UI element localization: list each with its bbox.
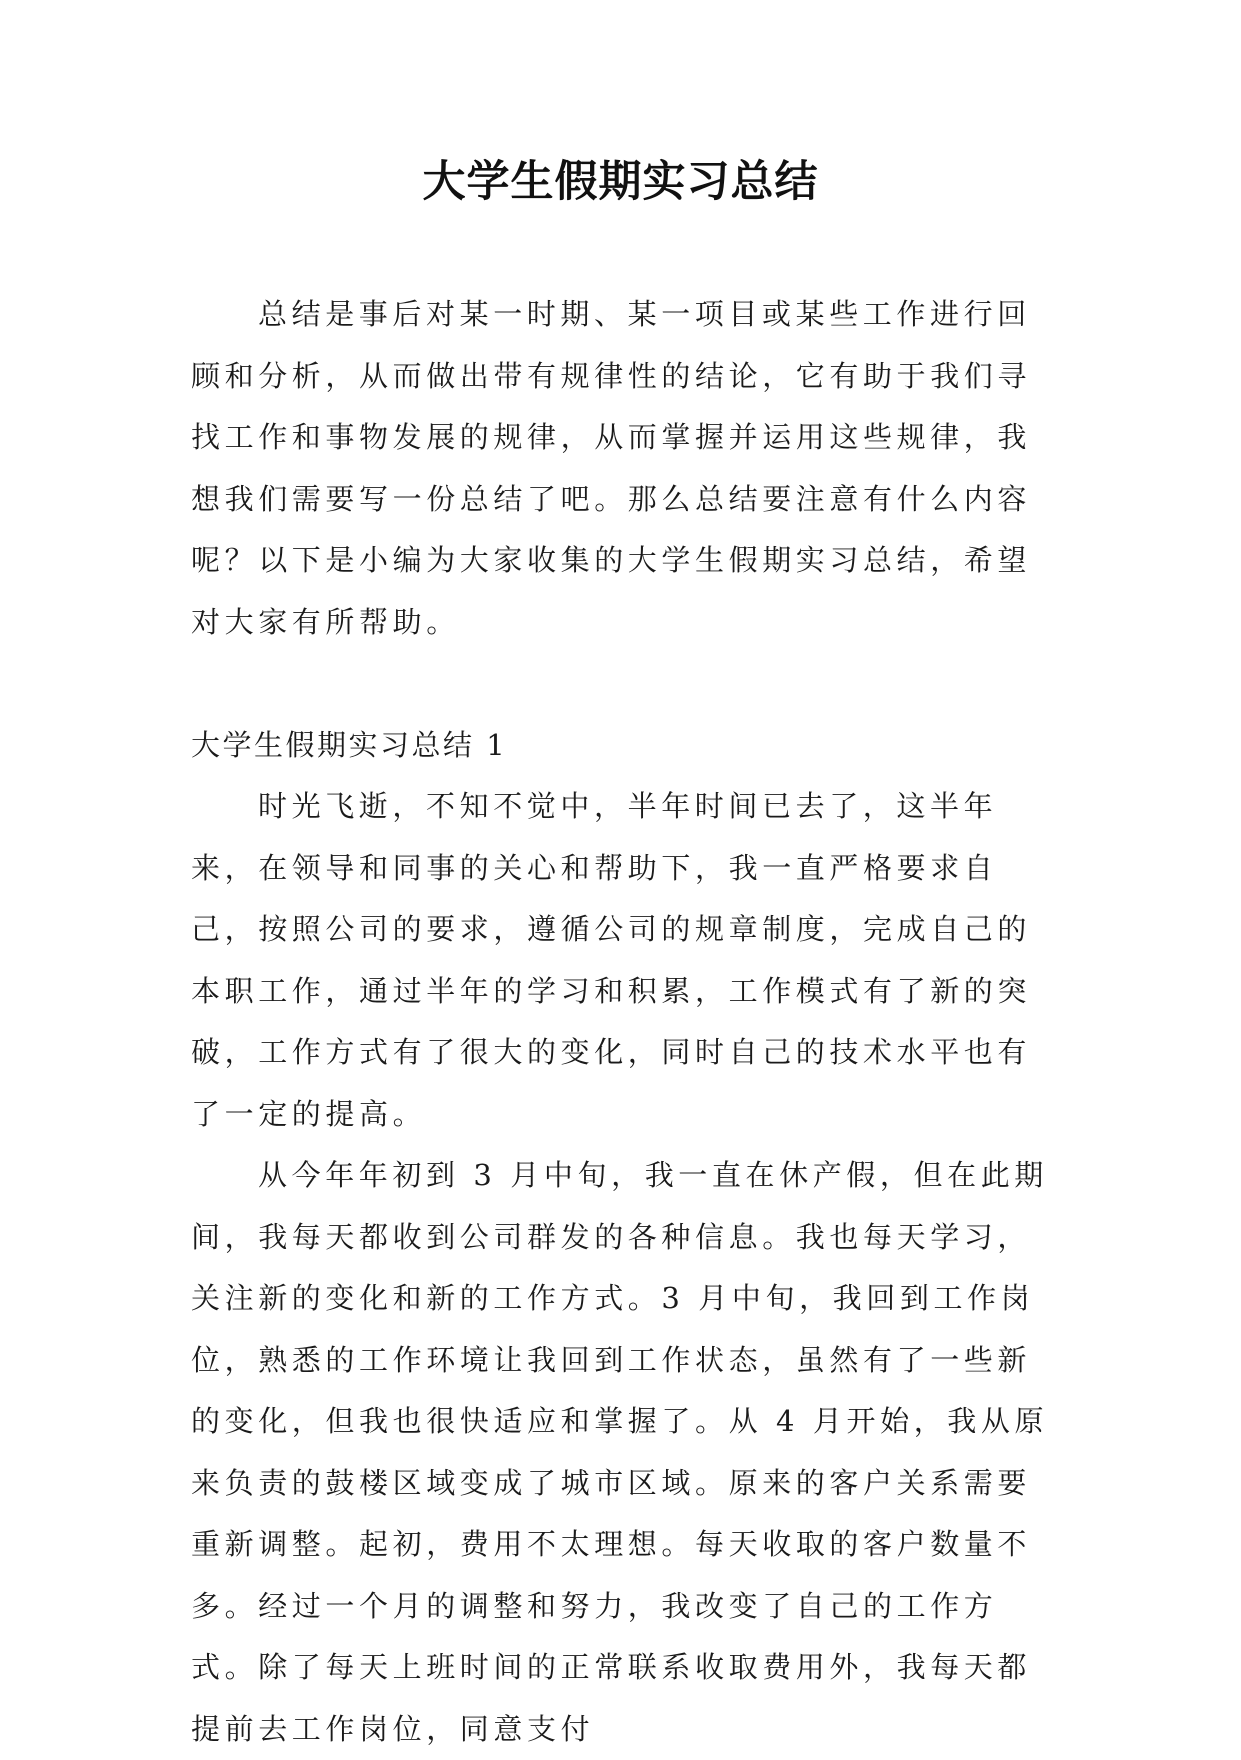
document-title: 大学生假期实习总结 (422, 157, 819, 207)
body-paragraph: 从今年年初到 3 月中旬，我一直在休产假，但在此期间，我每天都收到公司群发的各种信息。我也每天学习，关注新的变化和新的工作方式。3 月中旬，我回到工作岗位，熟悉的工作环境让我回到工作状态，虽然有了一些新的变化，但我也很快适应和掌握了。从 4 月开始，我从原来负责的鼓楼区域变成了城市区域。原来的客户关系需要重新调整。起初，费用不太理想。每天收取的客户数量不多。经过一个月的调整和努力，我改变了自己的工作方式。除了每天上班时间的正常联系收取费用外，我每天都提前去工作岗位，同意支付 (191, 1158, 1049, 1746)
section-heading: 大学生假期实习总结 1 (191, 727, 508, 762)
body-paragraph: 时光飞逝，不知不觉中，半年时间已去了，这半年来，在领导和同事的关心和帮助下，我一直严格要求自己，按照公司的要求，遵循公司的规章制度，完成自己的本职工作，通过半年的学习和积累，工作模式有了新的突破，工作方式有了很大的变化，同时自己的技术水平也有了一定的提高。 (191, 789, 1032, 1131)
document-body (191, 284, 1061, 1760)
intro-paragraph: 总结是事后对某一时期、某一项目或某些工作进行回顾和分析，从而做出带有规律性的结论，它有助于我们寻找工作和事物发展的规律，从而掌握并运用这些规律，我想我们需要写一份总结了吧。那么总结要注意有什么内容呢？以下是小编为大家收集的大学生假期实习总结，希望对大家有所帮助。 (191, 297, 1032, 639)
